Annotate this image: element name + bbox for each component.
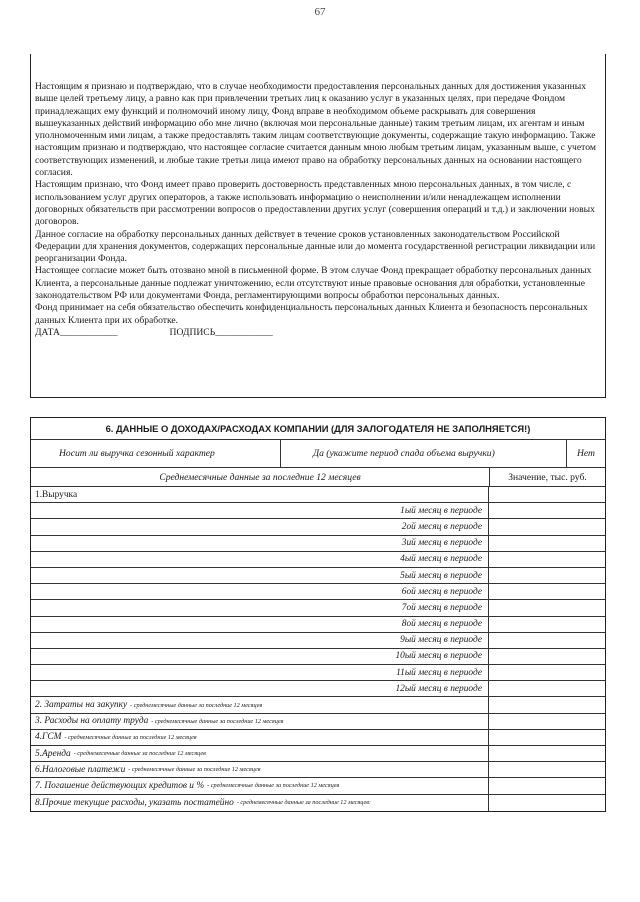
expense-note: - среднемесячные данные за последние 12 месяцев [128,766,261,774]
table-row [31,568,605,584]
table-row [31,649,605,665]
expense-row [31,762,605,778]
month-value-cell[interactable] [489,568,605,583]
month-value-cell[interactable] [489,633,605,648]
month-label: 7ой месяц в периоде [31,600,489,615]
expense-value-cell[interactable] [489,795,605,811]
month-value-cell[interactable] [489,536,605,551]
expense-row [31,746,605,762]
month-label: 3ий месяц в периоде [31,536,489,551]
consent-box [30,54,606,398]
expense-title: 6.Налоговые платежи [35,764,126,775]
table-row [31,536,605,552]
month-label: 8ой месяц в периоде [31,617,489,632]
revenue-row [31,487,605,503]
month-label: 12ый месяц в периоде [31,681,489,696]
consent-paragraph: Данное согласие на обработку персональных данных действует в течение сроков установленных законодательством Российской Федерации для хранения документов, содержащих персональные данные или до момента государственной регистрации ликвидации или реорганизации Фонда. [35,228,596,265]
expense-note: - среднемесячные данные за последние 12 месяцев [207,782,340,790]
table-row [31,681,605,697]
expense-label [31,795,489,811]
month-value-cell[interactable] [489,600,605,615]
expense-label [31,730,489,745]
table-row [31,617,605,633]
month-value-cell[interactable] [489,617,605,632]
table-row [31,633,605,649]
income-expense-table [30,417,606,812]
month-label: 10ый месяц в периоде [31,649,489,664]
month-value-cell[interactable] [489,552,605,567]
value-header: Значение, тыс. руб. [508,471,587,483]
month-value-cell[interactable] [489,519,605,534]
expense-value-cell[interactable] [489,714,605,729]
table-row [31,665,605,681]
month-label: 2ой месяц в периоде [31,519,489,534]
expense-title: 3. Расходы на оплату труда [35,716,149,727]
month-label: 9ый месяц в периоде [31,633,489,648]
table-row [31,600,605,616]
expense-note: - среднемесячные данные за последние 12 месяцев [151,717,284,725]
expense-value-cell[interactable] [489,778,605,793]
signature-field[interactable]: ПОДПИСЬ____________ [169,326,273,338]
month-label: 5ый месяц в периоде [31,568,489,583]
consent-paragraph: Настоящее согласие может быть отозвано мной в письменной форме. В этом случае Фонд прекращает обработку персональных данных Клиента, а персональные данные подлежат уничтожению, если отсутствуют иные правовые основания для обработки, установленные законодательством РФ или документами Фонда, регламентирующими вопросы обработки персональных данных. [35,265,592,302]
page-number: 67 [314,6,326,18]
month-value-cell[interactable] [489,681,605,696]
expense-title: 5.Аренда [35,748,71,759]
expense-row [31,730,605,746]
section-title: 6. ДАННЫЕ О ДОХОДАХ/РАСХОДАХ КОМПАНИИ (ДЛЯ ЗАЛОГОДАТЕЛЯ НЕ ЗАПОЛНЯЕТСЯ!) [31,418,605,440]
month-label: 11ый месяц в периоде [31,665,489,680]
table-header [31,468,605,487]
expense-title: 4.ГСМ [35,732,62,743]
month-value-cell[interactable] [489,649,605,664]
expense-label [31,697,489,712]
expense-row [31,714,605,730]
expense-title: 7. Погашение действующих кредитов и % [35,780,205,791]
month-value-cell[interactable] [489,584,605,599]
expense-note: - среднемесячные данные за последние 12 месяцев [130,701,263,709]
expense-label [31,746,489,761]
signature-line [35,327,603,339]
table-row [31,519,605,535]
avg-header: Среднемесячные данные за последние 12 месяцев [31,468,490,486]
expense-label [31,762,489,777]
month-value-cell[interactable] [489,665,605,680]
expense-value-cell[interactable] [489,697,605,712]
revenue-label: 1.Выручка [31,487,489,502]
expense-title: 2. Затраты на закупку [35,700,128,711]
month-label: 1ый месяц в периоде [31,503,489,518]
table-row [31,584,605,600]
expense-note: - среднемесячные данные за последние 12 месяцев [64,733,197,741]
revenue-value-cell[interactable] [489,487,605,502]
consent-paragraph: Настоящим признаю, что Фонд имеет право проверить достоверность представленных мною персональных данных, в том числе, с использованием услуг других операторов, а также использовать информацию о неисполнении и/или ненадлежащем исполнении договорных обязательств при рассмотрении вопросов о предоставлении других услуг (совершения операций и т.д.) и заключении новых договоров. [35,179,595,228]
consent-paragraph: Настоящим я признаю и подтверждаю, что в случае необходимости предоставления персональных данных для достижения указанных выше целей третьему лицу, а равно как при привлечении третьих лиц к оказанию услуг в указанных целях, при передаче Фондом принадлежащих ему функций и полномочий иному лицу, Фонд вправе в необходимом объеме раскрывать для совершения вышеуказанных действий информацию обо мне лично (включая мои персональные данные) таким третьим лицам, их агентам и иным уполномоченным ими лицам, а также предоставлять таким лицам соответствующие документы, содержащие такую информацию. Также настоящим признаю и подтверждаю, что настоящее согласие считается данным мною любым третьим лицам, указанным выше, с учетом соответствующих изменений, и любые такие третьи лица имеют право на обработку персональных данных на основании настоящего согласия. [35,81,596,179]
expense-row [31,778,605,794]
expense-note: - среднемесячные данные за последние 12 месяцев [73,750,206,758]
expense-row [31,795,605,811]
seasonal-row [31,440,605,468]
expense-title: 8.Прочие текущие расходы, указать постатейно [35,797,234,808]
consent-text [35,81,603,339]
seasonal-question: Носит ли выручка сезонный характер [31,440,281,467]
table-row [31,552,605,568]
month-label: 6ой месяц в периоде [31,584,489,599]
date-field[interactable]: ДАТА____________ [35,326,118,338]
table-row [31,503,605,519]
expense-row [31,697,605,713]
month-value-cell[interactable] [489,503,605,518]
expense-label [31,714,489,729]
expense-value-cell[interactable] [489,746,605,761]
consent-paragraph: Фонд принимает на себя обязательство обеспечить конфиденциальность персональных данных Клиента и безопасность персональных данных Клиента при их обработке. [35,302,588,326]
month-label: 4ый месяц в периоде [31,552,489,567]
expense-label [31,778,489,793]
expense-value-cell[interactable] [489,730,605,745]
seasonal-no-option[interactable]: Нет [577,448,595,459]
seasonal-yes-option[interactable]: Да (укажите период спада объема выручки) [281,440,567,467]
expense-value-cell[interactable] [489,762,605,777]
expense-note: - среднемесячные данные за последние 12 месяцев: [236,799,371,807]
